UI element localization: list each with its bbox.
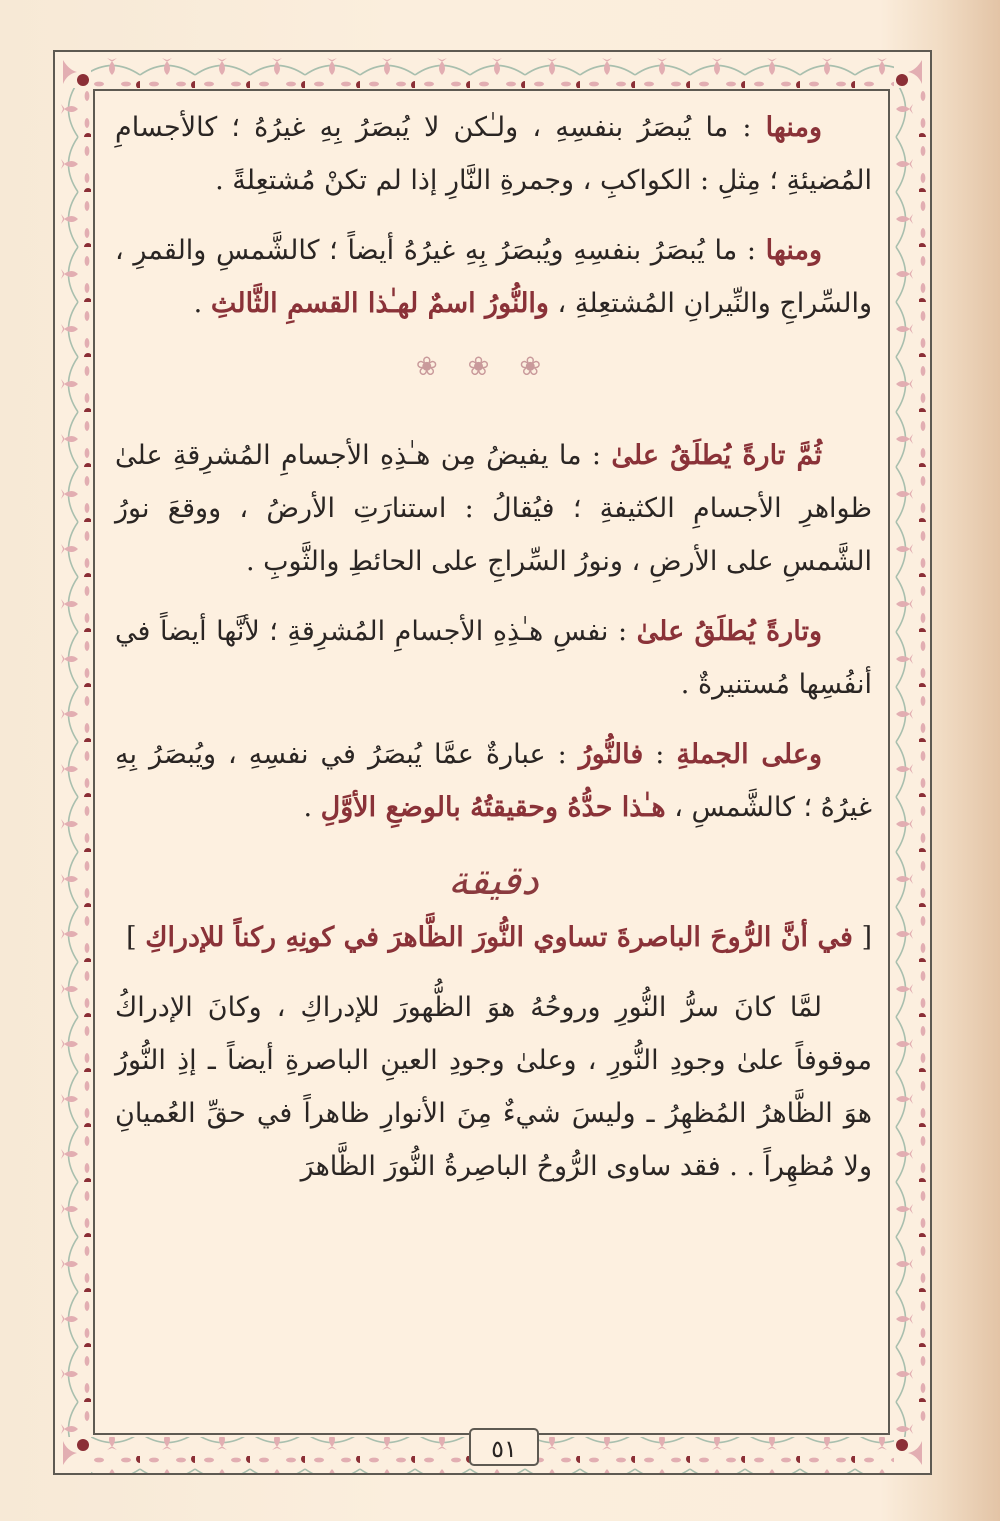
paragraph-text: : ما يُبصَرُ بنفسِهِ ، ولـٰكن لا يُبصَرُ بِهِ غيرُهُ ؛ كالأجسامِ المُضيئةِ ؛ مِثلِ : الكواكبِ ، وجمرةِ النَّارِ إذا لم تكنْ مُشتعِلةً . <box>115 112 872 196</box>
text-block-frame <box>93 89 890 1435</box>
paragraph-text: : عبارةٌ عمَّا يُبصَرُ في نفسِهِ ، ويُبصَرُ بِهِ غيرُهُ ؛ كالشَّمسِ ، <box>115 739 872 823</box>
bracket-open: [ <box>852 922 872 953</box>
paragraph-3 <box>115 429 872 588</box>
paragraph-lead: وتارةً يُطلَقُ علىٰ <box>636 616 823 647</box>
subheading-text: في أنَّ الرُّوحَ الباصرةَ تساوي النُّورَ الظَّاهرَ في كونِهِ ركناً للإدراكِ <box>145 922 853 953</box>
paragraph-lead: ثُمَّ تارةً يُطلَقُ علىٰ <box>611 440 822 471</box>
paragraph-4 <box>115 605 872 711</box>
page-content <box>115 101 872 1210</box>
bracket-close: ] <box>126 922 146 953</box>
paragraph-text: : نفسِ هـٰذِهِ الأجسامِ المُشرِقةِ ؛ لأنَّها أيضاً في أنفُسِها مُستنيرةٌ . <box>115 616 872 700</box>
paragraph-text: : ما يُبصَرُ بنفسِهِ ويُبصَرُ بِهِ غيرُهُ أيضاً ؛ كالشَّمسِ والقمرِ ، والسِّراجِ والنِّيرانِ المُشتعِلةِ ، <box>115 235 872 319</box>
paragraph-highlight: هـٰذا حدُّهُ وحقيقتُهُ بالوضعِ الأوَّلِ <box>320 792 666 823</box>
paragraph-end: . <box>193 288 211 319</box>
paragraph-5 <box>115 728 872 834</box>
page-number: ٥١ <box>469 1428 539 1466</box>
paragraph-lead: وعلى الجملةِ <box>676 739 823 770</box>
page-outer-frame <box>53 50 932 1475</box>
paragraph-lead: ومنها <box>765 112 822 143</box>
flower-ornament-icon: ❀❀❀ <box>415 352 572 382</box>
section-body: لمَّا كانَ سرُّ النُّورِ وروحُهُ هوَ الظُّهورَ للإدراكِ ، وكانَ الإدراكُ موقوفاً علىٰ وجودِ النُّورِ ، وعلىٰ وجودِ العينِ الباصرةِ أيضاً ـ إذِ النُّورُ هوَ الظَّاهرُ المُظهِرُ ـ وليسَ شيءٌ مِنَ الأنوارِ ظاهراً في حقِّ العُميانِ ولا مُظهِراً . . فقد ساوى الرُّوحُ الباصِرةُ النُّورَ الظَّاهرَ <box>115 992 872 1182</box>
section-subheading <box>115 911 872 964</box>
paragraph-lead: ومنها <box>765 235 822 266</box>
paragraph-highlight: والنُّورُ اسمٌ لهـٰذا القسمِ الثَّالثِ <box>210 288 549 319</box>
paragraph-sep: : <box>643 739 677 770</box>
section-separator <box>115 347 872 407</box>
paragraph-end: . <box>303 792 321 823</box>
paragraph-lead-2: فالنُّورُ <box>578 739 644 770</box>
paragraph-text: : ما يفيضُ مِن هـٰذِهِ الأجسامِ المُشرِقةِ علىٰ ظواهرِ الأجسامِ الكثيفةِ ؛ فيُقالُ : استنارَتِ الأرضُ ، ووقعَ نورُ الشَّمسِ على الأرضِ ، ونورُ السِّراجِ على الحائطِ والثَّوبِ . <box>115 440 872 577</box>
paragraph-2 <box>115 224 872 330</box>
paragraph-1 <box>115 101 872 207</box>
section-heading: دقيقة <box>448 858 539 904</box>
